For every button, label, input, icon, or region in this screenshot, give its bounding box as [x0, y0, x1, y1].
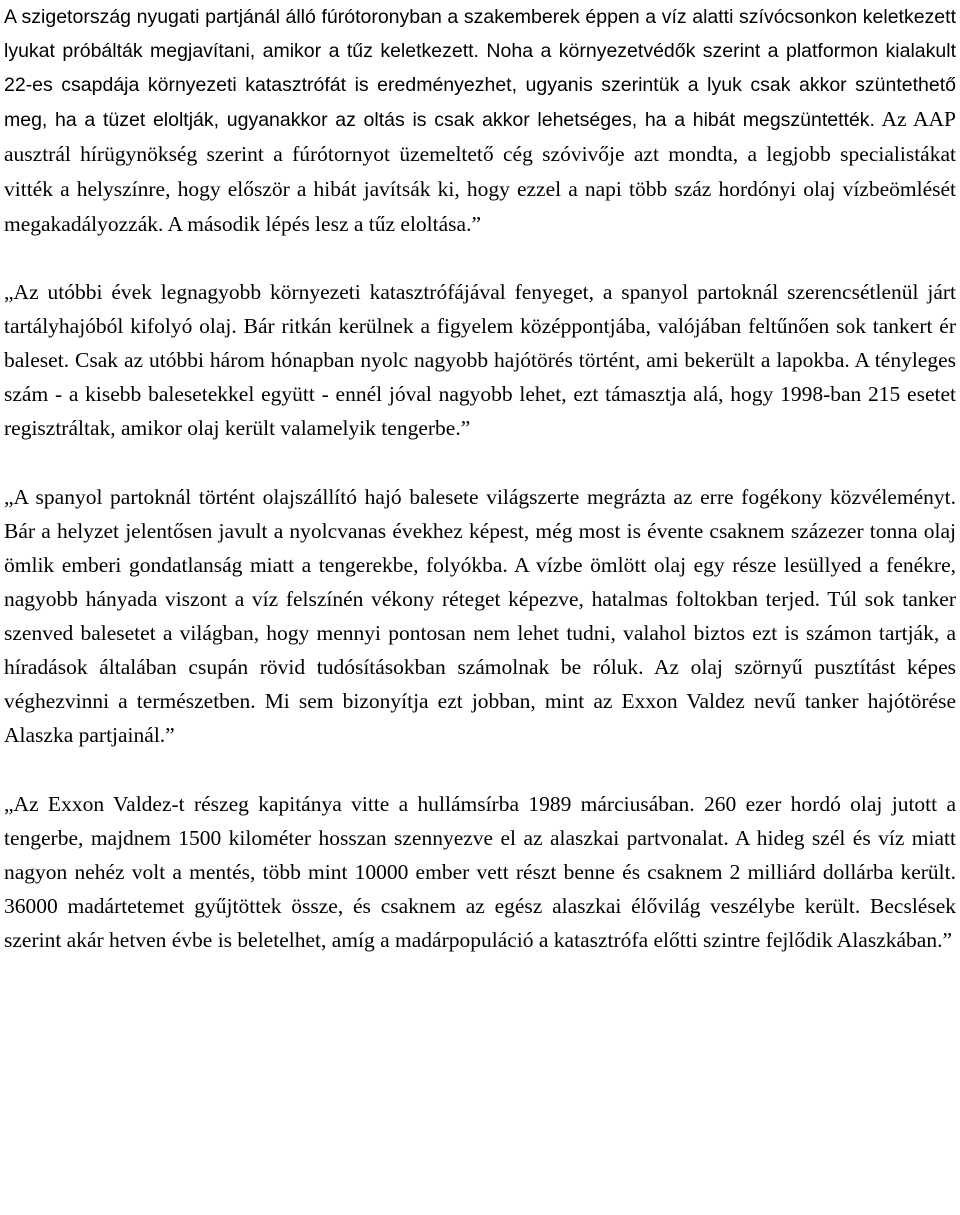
- paragraph-1-lead-text: A szigetország nyugati partjánál álló fúrótoronyban a szakemberek éppen a víz alatti szívócsonkon keletkezett lyukat próbálták megjavítani, amikor a tűz keletkezett. Noha a környezetvédők szerint a platformon kialakult 22-es csapdája környezeti katasztrófát is eredményezhet, ugyanis szerintük a lyuk csak akkor szüntethető meg, ha a tüzet eloltják, ugyanakkor az oltás is csak akkor lehetséges, ha a hibát megszüntették.: [4, 6, 956, 131]
- paragraph-3: „A spanyol partoknál történt olajszállító hajó balesete világszerte megrázta az erre fogékony közvéleményt. Bár a helyzet jelentősen javult a nyolcvanas évekhez képest, még most is évente csaknem százezer tonna olaj ömlik emberi gondatlanság miatt a tengerekbe, folyókba. A vízbe ömlött olaj egy része lesüllyed a fenékre, nagyobb hányada viszont a víz felszínén vékony réteget képezve, hatalmas foltokban terjed. Túl sok tanker szenved balesetet a világban, hogy mennyi pontosan nem lehet tudni, valahol biztos ezt is számon tartják, a híradások általában csupán rövid tudósításokban számolnak be róluk. Az olaj szörnyű pusztítást képes véghezvinni a természetben. Mi sem bizonyítja ezt jobban, mint az Exxon Valdez nevű tanker hajótörése Alaszka partjainál.”: [4, 485, 956, 747]
- document-page: [4, 0, 956, 957]
- paragraph-1: [4, 0, 956, 242]
- paragraph-1-rest-text: Az AAP ausztrál hírügynökség szerint a fúrótornyot üzemeltető cég szóvivője azt mondta, a legjobb specialistákat vitték a helyszínre, hogy először a hibát javítsák ki, hogy ezzel a napi több száz hordónyi olaj vízbeömlését megakadályozzák. A második lépés lesz a tűz eloltása.”: [4, 107, 956, 236]
- paragraph-4: „Az Exxon Valdez-t részeg kapitánya vitte a hullámsírba 1989 márciusában. 260 ezer hordó olaj jutott a tengerbe, majdnem 1500 kilométer hosszan szennyezve el az alaszkai partvonalat. A hideg szél és víz miatt nagyon nehéz volt a mentés, több mint 10000 ember vett részt benne és csaknem 2 milliárd dollárba került. 36000 madártetemet gyűjtöttek össze, és csaknem az egész alaszkai élővilág veszélybe került. Becslések szerint akár hetven évbe is beletelhet, amíg a madárpopuláció a katasztrófa előtti szintre fejlődik Alaszkában.”: [4, 792, 956, 952]
- paragraph-2: „Az utóbbi évek legnagyobb környezeti katasztrófájával fenyeget, a spanyol partoknál szerencsétlenül járt tartályhajóból kifolyó olaj. Bár ritkán kerülnek a figyelem középpontjába, valójában feltűnően sok tankert ér baleset. Csak az utóbbi három hónapban nyolc nagyobb hajótörés történt, ami bekerült a lapokba. A tényleges szám - a kisebb balesetekkel együtt - ennél jóval nagyobb lehet, ezt támasztja alá, hogy 1998-ban 215 esetet regisztráltak, amikor olaj került valamelyik tengerbe.”: [4, 280, 956, 440]
